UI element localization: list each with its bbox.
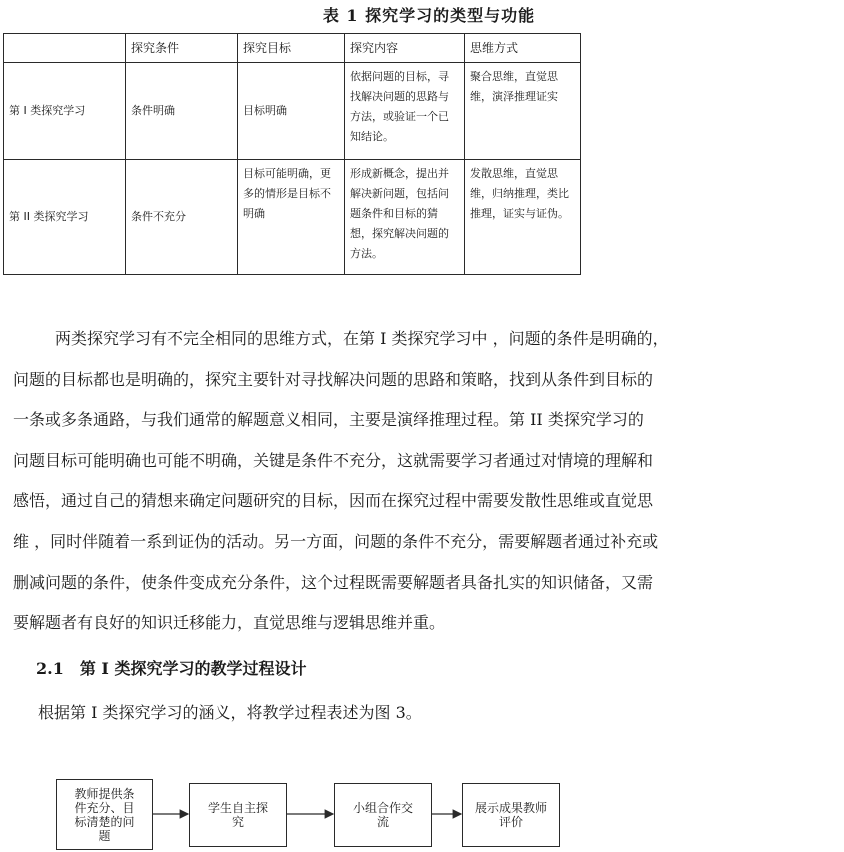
flow-step-text: 展示成果教师 (474, 801, 547, 815)
table-cell-goal: 目标明确 (238, 63, 345, 159)
table-cell-content: 依据问题的目标，寻找解决问题的思路与方法，或验证一个已知结论。 (345, 63, 465, 159)
header-cell: 探究目标 (238, 34, 345, 63)
flow-step-group-discussion (334, 783, 432, 847)
flow-step-text: 教师提供条 (74, 786, 135, 801)
intro-paragraph: 根据第 I 类探究学习的涵义，将教学过程表述为图 3。 (38, 703, 422, 722)
table-caption: 表 1 探究学习的类型与功能 (322, 6, 536, 25)
flow-step-text: 究 (231, 815, 244, 829)
paragraph-line: 问题的目标都也是明确的，探究主要针对寻找解决问题的思路和策略，找到从条件到目标的 (13, 369, 654, 389)
flow-step-text: 小组合作交 (352, 801, 413, 815)
paragraph-line: 一条或多条通路，与我们通常的解题意义相同，主要是演绎推理过程。第 II 类探究学习的 (13, 410, 644, 430)
table-row (4, 159, 581, 274)
table-cell-condition: 条件不充分 (126, 159, 238, 274)
paragraph-line: 维 ，同时伴随着一系到证伪的活动。另一方面，问题的条件不充分，需要解题者通过补充或 (13, 531, 659, 551)
paragraph-line: 感悟，通过自己的猜想来确定问题研究的目标，因而在探究过程中需要发散性思维或直觉思 (13, 491, 654, 511)
paragraph-line: 删减问题的条件，使条件变成充分条件，这个过程既需要解题者具备扎实的知识储备，又需 (13, 572, 654, 592)
table-cell-content: 形成新概念，提出并解决新问题，包括问题条件和目标的猜想，探究解决问题的方法。 (345, 159, 465, 274)
header-cell: 探究内容 (345, 34, 465, 63)
flow-step-text: 标清楚的问 (74, 814, 135, 829)
table-cell-thinking: 发散思维，直觉思维，归纳推理，类比推理，证实与证伪。 (465, 159, 581, 274)
header-cell: 思维方式 (465, 34, 581, 63)
table-cell-goal: 目标可能明确，更多的情形是目标不明确 (238, 159, 345, 274)
paragraph-line: 两类探究学习有不完全相同的思维方式，在第 I 类探究学习中 ，问题的条件是明确的， (55, 329, 669, 348)
table-cell-condition: 条件明确 (126, 63, 238, 159)
flow-step-text: 题 (98, 828, 111, 843)
table-header-row (4, 34, 581, 63)
flow-step-teacher-problem (56, 779, 153, 850)
flow-step-show-results (462, 783, 560, 847)
flow-step-text: 流 (376, 815, 389, 829)
section-heading: 2.1 第 I 类探究学习的教学过程设计 (36, 659, 307, 678)
body-paragraph (13, 319, 843, 644)
table-cell-type: 第 I 类探究学习 (4, 63, 126, 159)
flow-step-text: 学生自主探 (207, 801, 268, 815)
flow-step-text: 评价 (498, 815, 523, 829)
paragraph-line: 要解题者有良好的知识迁移能力，直觉思维与逻辑思维并重。 (13, 613, 446, 633)
table-cell-type: 第 II 类探究学习 (4, 159, 126, 274)
flow-step-student-inquiry (189, 783, 287, 847)
header-cell: 探究条件 (126, 34, 238, 63)
paragraph-line: 问题目标可能明确也可能不明确，关键是条件不充分，这就需要学习者通过对情境的理解和 (13, 450, 654, 470)
flow-step-text: 件充分、目 (74, 800, 135, 815)
table-cell-thinking: 聚合思维，直觉思维，演泽推理证实 (465, 63, 581, 159)
inquiry-types-table (3, 33, 581, 275)
table-row (4, 63, 581, 159)
header-cell (4, 34, 126, 63)
